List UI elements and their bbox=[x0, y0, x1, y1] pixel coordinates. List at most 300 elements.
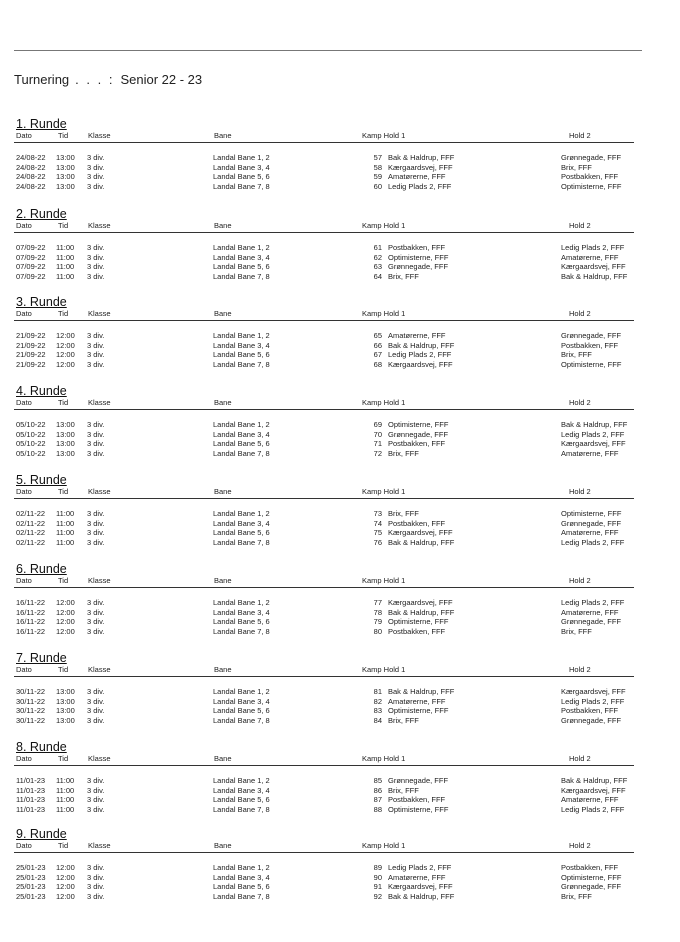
cell-hold1: Kærgaardsvej, FFF bbox=[388, 528, 453, 538]
cell-bane: Landal Bane 5, 6 bbox=[213, 706, 270, 716]
column-header-kamp-hold1: Kamp Hold 1 bbox=[362, 576, 406, 585]
cell-hold1: Bak & Haldrup, FFF bbox=[388, 607, 455, 617]
table-row bbox=[0, 341, 680, 351]
round-section bbox=[0, 651, 680, 731]
round-title: 9. Runde bbox=[16, 827, 67, 841]
cell-dato: 16/11-22 bbox=[16, 627, 46, 637]
cell-tid: 13:00 bbox=[56, 153, 75, 162]
cell-bane: Landal Bane 5, 6 bbox=[213, 795, 270, 805]
column-header-kamp-hold1: Kamp Hold 1 bbox=[362, 131, 406, 140]
column-header-hold2: Hold 2 bbox=[569, 309, 591, 318]
cell-hold1: Amatørerne, FFF bbox=[388, 872, 446, 882]
cell-kamp: 69 bbox=[373, 420, 382, 429]
cell-klasse: 3 div. bbox=[87, 509, 105, 518]
cell-hold1: Amatørerne, FFF bbox=[388, 331, 446, 340]
cell-kamp: 91 bbox=[373, 882, 382, 892]
column-header-hold2: Hold 2 bbox=[569, 754, 591, 763]
table-row bbox=[0, 892, 680, 902]
cell-bane: Landal Bane 5, 6 bbox=[213, 617, 270, 627]
column-header-klasse: Klasse bbox=[88, 309, 111, 318]
cell-dato: 16/11-22 bbox=[16, 598, 46, 607]
header-rule bbox=[14, 320, 634, 321]
round-title: 2. Runde bbox=[16, 207, 67, 221]
cell-klasse: 3 div. bbox=[87, 439, 105, 449]
cell-dato: 05/10-22 bbox=[16, 420, 46, 429]
cell-klasse: 3 div. bbox=[87, 429, 105, 439]
cell-bane: Landal Bane 1, 2 bbox=[213, 598, 270, 607]
column-header-kamp-hold1: Kamp Hold 1 bbox=[362, 221, 406, 230]
column-header-tid: Tid bbox=[58, 131, 69, 140]
column-header-klasse: Klasse bbox=[88, 221, 111, 230]
cell-dato: 02/11-22 bbox=[16, 518, 46, 528]
cell-tid: 11:00 bbox=[56, 538, 75, 548]
cell-kamp: 57 bbox=[373, 153, 382, 162]
cell-hold1: Kærgaardsvej, FFF bbox=[388, 882, 453, 892]
cell-dato: 21/09-22 bbox=[16, 360, 46, 370]
cell-klasse: 3 div. bbox=[87, 331, 105, 340]
cell-hold1: Bak & Haldrup, FFF bbox=[388, 687, 455, 696]
cell-tid: 13:00 bbox=[56, 706, 75, 716]
cell-tid: 11:00 bbox=[56, 518, 75, 528]
cell-klasse: 3 div. bbox=[87, 182, 105, 192]
cell-dato: 05/10-22 bbox=[16, 429, 46, 439]
cell-kamp: 74 bbox=[373, 518, 382, 528]
cell-hold2: Optimisterne, FFF bbox=[561, 509, 622, 518]
cell-kamp: 58 bbox=[373, 162, 382, 172]
cell-tid: 13:00 bbox=[56, 716, 75, 726]
cell-hold2: Kærgaardsvej, FFF bbox=[561, 785, 626, 795]
column-header-kamp-hold1: Kamp Hold 1 bbox=[362, 754, 406, 763]
table-row bbox=[0, 172, 680, 182]
cell-hold2: Kærgaardsvej, FFF bbox=[561, 262, 626, 272]
cell-tid: 13:00 bbox=[56, 162, 75, 172]
cell-bane: Landal Bane 1, 2 bbox=[213, 776, 270, 785]
top-rule bbox=[14, 50, 642, 51]
table-row bbox=[0, 528, 680, 538]
table-row bbox=[0, 262, 680, 272]
cell-dato: 02/11-22 bbox=[16, 509, 46, 518]
cell-dato: 07/09-22 bbox=[16, 243, 46, 252]
cell-hold1: Kærgaardsvej, FFF bbox=[388, 360, 453, 370]
cell-hold2: Ledig Plads 2, FFF bbox=[561, 696, 625, 706]
column-header-bane: Bane bbox=[214, 309, 232, 318]
cell-dato: 25/01-23 bbox=[16, 892, 46, 902]
cell-hold1: Brix, FFF bbox=[388, 449, 419, 459]
column-header-klasse: Klasse bbox=[88, 841, 111, 850]
table-row bbox=[0, 253, 680, 263]
cell-tid: 11:00 bbox=[56, 805, 75, 815]
column-header-bane: Bane bbox=[214, 487, 232, 496]
cell-hold1: Postbakken, FFF bbox=[388, 627, 446, 637]
round-title: 5. Runde bbox=[16, 473, 67, 487]
cell-klasse: 3 div. bbox=[87, 687, 105, 696]
round-section bbox=[0, 827, 680, 907]
cell-bane: Landal Bane 3, 4 bbox=[213, 518, 270, 528]
header-rule bbox=[14, 498, 634, 499]
table-row bbox=[0, 882, 680, 892]
table-row bbox=[0, 873, 680, 883]
cell-dato: 24/08-22 bbox=[16, 162, 46, 172]
cell-dato: 30/11-22 bbox=[16, 687, 46, 696]
cell-tid: 11:00 bbox=[56, 272, 75, 282]
column-header-dato: Dato bbox=[16, 309, 32, 318]
cell-kamp: 76 bbox=[373, 538, 382, 548]
column-header-hold2: Hold 2 bbox=[569, 131, 591, 140]
cell-hold2: Amatørerne, FFF bbox=[561, 252, 619, 262]
cell-kamp: 88 bbox=[373, 805, 382, 815]
cell-hold1: Bak & Haldrup, FFF bbox=[388, 153, 455, 162]
cell-hold1: Ledig Plads 2, FFF bbox=[388, 863, 452, 872]
cell-klasse: 3 div. bbox=[87, 607, 105, 617]
column-header-hold2: Hold 2 bbox=[569, 841, 591, 850]
table-row bbox=[0, 509, 680, 519]
cell-bane: Landal Bane 3, 4 bbox=[213, 696, 270, 706]
cell-hold1: Bak & Haldrup, FFF bbox=[388, 340, 455, 350]
round-title: 8. Runde bbox=[16, 740, 67, 754]
cell-dato: 05/10-22 bbox=[16, 439, 46, 449]
cell-tid: 13:00 bbox=[56, 182, 75, 192]
column-header-bane: Bane bbox=[214, 665, 232, 674]
cell-tid: 11:00 bbox=[56, 243, 75, 252]
cell-hold1: Amatørerne, FFF bbox=[388, 172, 446, 182]
cell-kamp: 84 bbox=[373, 716, 382, 726]
column-header-kamp-hold1: Kamp Hold 1 bbox=[362, 398, 406, 407]
column-header-tid: Tid bbox=[58, 398, 69, 407]
cell-tid: 12:00 bbox=[56, 607, 75, 617]
cell-dato: 05/10-22 bbox=[16, 449, 46, 459]
cell-hold1: Optimisterne, FFF bbox=[388, 805, 449, 815]
column-header-dato: Dato bbox=[16, 487, 32, 496]
cell-tid: 13:00 bbox=[56, 429, 75, 439]
cell-bane: Landal Bane 7, 8 bbox=[213, 360, 270, 370]
column-header-hold2: Hold 2 bbox=[569, 576, 591, 585]
table-row bbox=[0, 617, 680, 627]
cell-hold2: Ledig Plads 2, FFF bbox=[561, 538, 625, 548]
cell-bane: Landal Bane 5, 6 bbox=[213, 350, 270, 360]
cell-tid: 11:00 bbox=[56, 776, 75, 785]
cell-klasse: 3 div. bbox=[87, 360, 105, 370]
table-row bbox=[0, 420, 680, 430]
cell-klasse: 3 div. bbox=[87, 795, 105, 805]
cell-kamp: 73 bbox=[373, 509, 382, 518]
table-row bbox=[0, 430, 680, 440]
cell-klasse: 3 div. bbox=[87, 716, 105, 726]
cell-bane: Landal Bane 3, 4 bbox=[213, 607, 270, 617]
cell-hold1: Postbakken, FFF bbox=[388, 243, 446, 252]
cell-bane: Landal Bane 7, 8 bbox=[213, 449, 270, 459]
cell-klasse: 3 div. bbox=[87, 350, 105, 360]
cell-bane: Landal Bane 1, 2 bbox=[213, 331, 270, 340]
table-row bbox=[0, 608, 680, 618]
cell-hold1: Optimisterne, FFF bbox=[388, 420, 449, 429]
column-header-klasse: Klasse bbox=[88, 754, 111, 763]
round-section bbox=[0, 207, 680, 287]
cell-kamp: 67 bbox=[373, 350, 382, 360]
cell-kamp: 71 bbox=[373, 439, 382, 449]
cell-klasse: 3 div. bbox=[87, 696, 105, 706]
cell-bane: Landal Bane 1, 2 bbox=[213, 509, 270, 518]
cell-klasse: 3 div. bbox=[87, 805, 105, 815]
cell-hold1: Amatørerne, FFF bbox=[388, 696, 446, 706]
round-section bbox=[0, 473, 680, 553]
column-header-dato: Dato bbox=[16, 841, 32, 850]
cell-hold1: Grønnegade, FFF bbox=[388, 429, 449, 439]
column-header-kamp-hold1: Kamp Hold 1 bbox=[362, 841, 406, 850]
column-header-tid: Tid bbox=[58, 221, 69, 230]
cell-hold2: Amatørerne, FFF bbox=[561, 795, 619, 805]
cell-hold2: Ledig Plads 2, FFF bbox=[561, 598, 625, 607]
cell-hold1: Grønnegade, FFF bbox=[388, 262, 449, 272]
cell-bane: Landal Bane 7, 8 bbox=[213, 538, 270, 548]
cell-hold1: Grønnegade, FFF bbox=[388, 776, 449, 785]
cell-dato: 16/11-22 bbox=[16, 617, 46, 627]
cell-hold1: Brix, FFF bbox=[388, 509, 419, 518]
cell-dato: 24/08-22 bbox=[16, 182, 46, 192]
cell-hold1: Brix, FFF bbox=[388, 272, 419, 282]
cell-tid: 11:00 bbox=[56, 509, 75, 518]
table-row bbox=[0, 153, 680, 163]
column-header-tid: Tid bbox=[58, 576, 69, 585]
cell-kamp: 86 bbox=[373, 785, 382, 795]
cell-dato: 16/11-22 bbox=[16, 607, 46, 617]
cell-kamp: 72 bbox=[373, 449, 382, 459]
table-row bbox=[0, 786, 680, 796]
cell-tid: 13:00 bbox=[56, 439, 75, 449]
cell-bane: Landal Bane 3, 4 bbox=[213, 162, 270, 172]
cell-hold1: Postbakken, FFF bbox=[388, 518, 446, 528]
cell-tid: 11:00 bbox=[56, 785, 75, 795]
header-rule bbox=[14, 852, 634, 853]
cell-kamp: 79 bbox=[373, 617, 382, 627]
cell-hold1: Optimisterne, FFF bbox=[388, 252, 449, 262]
cell-klasse: 3 div. bbox=[87, 172, 105, 182]
cell-dato: 11/01-23 bbox=[16, 805, 46, 815]
table-row bbox=[0, 716, 680, 726]
cell-tid: 11:00 bbox=[56, 528, 75, 538]
cell-hold2: Grønnegade, FFF bbox=[561, 518, 622, 528]
cell-bane: Landal Bane 3, 4 bbox=[213, 252, 270, 262]
column-header-kamp-hold1: Kamp Hold 1 bbox=[362, 665, 406, 674]
cell-hold2: Grønnegade, FFF bbox=[561, 716, 622, 726]
cell-tid: 12:00 bbox=[56, 331, 75, 340]
column-header-tid: Tid bbox=[58, 309, 69, 318]
column-header-tid: Tid bbox=[58, 841, 69, 850]
cell-dato: 30/11-22 bbox=[16, 706, 46, 716]
cell-tid: 12:00 bbox=[56, 627, 75, 637]
round-title: 1. Runde bbox=[16, 117, 67, 131]
cell-tid: 12:00 bbox=[56, 360, 75, 370]
cell-hold1: Ledig Plads 2, FFF bbox=[388, 350, 452, 360]
cell-kamp: 70 bbox=[373, 429, 382, 439]
round-section bbox=[0, 295, 680, 375]
table-row bbox=[0, 449, 680, 459]
column-header-dato: Dato bbox=[16, 398, 32, 407]
cell-klasse: 3 div. bbox=[87, 598, 105, 607]
column-header-bane: Bane bbox=[214, 398, 232, 407]
cell-hold1: Optimisterne, FFF bbox=[388, 617, 449, 627]
table-row bbox=[0, 687, 680, 697]
cell-hold2: Brix, FFF bbox=[561, 627, 592, 637]
cell-dato: 21/09-22 bbox=[16, 331, 46, 340]
cell-hold2: Grønnegade, FFF bbox=[561, 153, 622, 162]
cell-hold1: Brix, FFF bbox=[388, 785, 419, 795]
page-title bbox=[14, 72, 202, 87]
cell-bane: Landal Bane 3, 4 bbox=[213, 340, 270, 350]
cell-klasse: 3 div. bbox=[87, 518, 105, 528]
cell-klasse: 3 div. bbox=[87, 420, 105, 429]
cell-tid: 13:00 bbox=[56, 420, 75, 429]
cell-dato: 25/01-23 bbox=[16, 872, 46, 882]
cell-dato: 30/11-22 bbox=[16, 696, 46, 706]
cell-hold2: Brix, FFF bbox=[561, 350, 592, 360]
cell-kamp: 90 bbox=[373, 872, 382, 882]
cell-tid: 12:00 bbox=[56, 598, 75, 607]
column-header-bane: Bane bbox=[214, 576, 232, 585]
cell-kamp: 89 bbox=[373, 863, 382, 872]
table-row bbox=[0, 795, 680, 805]
cell-hold2: Grønnegade, FFF bbox=[561, 331, 622, 340]
cell-bane: Landal Bane 7, 8 bbox=[213, 892, 270, 902]
title-value: Senior 22 - 23 bbox=[120, 72, 203, 87]
cell-hold1: Kærgaardsvej, FFF bbox=[388, 162, 453, 172]
column-header-kamp-hold1: Kamp Hold 1 bbox=[362, 487, 406, 496]
cell-hold2: Optimisterne, FFF bbox=[561, 182, 622, 192]
cell-bane: Landal Bane 1, 2 bbox=[213, 687, 270, 696]
cell-bane: Landal Bane 5, 6 bbox=[213, 172, 270, 182]
cell-hold2: Bak & Haldrup, FFF bbox=[561, 420, 628, 429]
cell-tid: 13:00 bbox=[56, 696, 75, 706]
cell-kamp: 64 bbox=[373, 272, 382, 282]
table-row bbox=[0, 243, 680, 253]
table-row bbox=[0, 439, 680, 449]
cell-dato: 21/09-22 bbox=[16, 350, 46, 360]
column-header-hold2: Hold 2 bbox=[569, 221, 591, 230]
column-header-dato: Dato bbox=[16, 576, 32, 585]
cell-klasse: 3 div. bbox=[87, 272, 105, 282]
cell-tid: 12:00 bbox=[56, 872, 75, 882]
title-label: Turnering bbox=[14, 72, 70, 87]
cell-klasse: 3 div. bbox=[87, 776, 105, 785]
table-row bbox=[0, 627, 680, 637]
cell-hold2: Kærgaardsvej, FFF bbox=[561, 439, 626, 449]
cell-kamp: 62 bbox=[373, 252, 382, 262]
cell-kamp: 87 bbox=[373, 795, 382, 805]
cell-klasse: 3 div. bbox=[87, 162, 105, 172]
cell-tid: 12:00 bbox=[56, 882, 75, 892]
cell-klasse: 3 div. bbox=[87, 340, 105, 350]
header-rule bbox=[14, 142, 634, 143]
cell-kamp: 66 bbox=[373, 340, 382, 350]
round-title: 7. Runde bbox=[16, 651, 67, 665]
cell-dato: 24/08-22 bbox=[16, 153, 46, 162]
cell-tid: 12:00 bbox=[56, 863, 75, 872]
cell-bane: Landal Bane 5, 6 bbox=[213, 439, 270, 449]
cell-hold2: Bak & Haldrup, FFF bbox=[561, 272, 628, 282]
cell-bane: Landal Bane 7, 8 bbox=[213, 627, 270, 637]
cell-klasse: 3 div. bbox=[87, 243, 105, 252]
cell-hold2: Brix, FFF bbox=[561, 162, 592, 172]
cell-klasse: 3 div. bbox=[87, 872, 105, 882]
cell-dato: 02/11-22 bbox=[16, 528, 46, 538]
cell-kamp: 68 bbox=[373, 360, 382, 370]
cell-hold1: Optimisterne, FFF bbox=[388, 706, 449, 716]
cell-bane: Landal Bane 7, 8 bbox=[213, 805, 270, 815]
cell-kamp: 61 bbox=[373, 243, 382, 252]
column-header-bane: Bane bbox=[214, 754, 232, 763]
table-row bbox=[0, 331, 680, 341]
cell-tid: 12:00 bbox=[56, 340, 75, 350]
cell-bane: Landal Bane 5, 6 bbox=[213, 262, 270, 272]
cell-kamp: 81 bbox=[373, 687, 382, 696]
table-row bbox=[0, 776, 680, 786]
round-section bbox=[0, 384, 680, 464]
header-rule bbox=[14, 587, 634, 588]
round-section bbox=[0, 117, 680, 197]
cell-dato: 11/01-23 bbox=[16, 785, 46, 795]
cell-klasse: 3 div. bbox=[87, 538, 105, 548]
column-header-bane: Bane bbox=[214, 131, 232, 140]
cell-dato: 07/09-22 bbox=[16, 262, 46, 272]
cell-kamp: 60 bbox=[373, 182, 382, 192]
cell-bane: Landal Bane 1, 2 bbox=[213, 420, 270, 429]
cell-klasse: 3 div. bbox=[87, 617, 105, 627]
column-header-kamp-hold1: Kamp Hold 1 bbox=[362, 309, 406, 318]
column-header-bane: Bane bbox=[214, 221, 232, 230]
column-header-klasse: Klasse bbox=[88, 576, 111, 585]
cell-klasse: 3 div. bbox=[87, 153, 105, 162]
round-title: 6. Runde bbox=[16, 562, 67, 576]
cell-hold2: Amatørerne, FFF bbox=[561, 528, 619, 538]
cell-hold2: Kærgaardsvej, FFF bbox=[561, 687, 626, 696]
header-rule bbox=[14, 765, 634, 766]
cell-kamp: 65 bbox=[373, 331, 382, 340]
table-row bbox=[0, 360, 680, 370]
cell-dato: 25/01-23 bbox=[16, 863, 46, 872]
cell-klasse: 3 div. bbox=[87, 785, 105, 795]
column-header-tid: Tid bbox=[58, 487, 69, 496]
cell-hold1: Ledig Plads 2, FFF bbox=[388, 182, 452, 192]
table-row bbox=[0, 697, 680, 707]
cell-bane: Landal Bane 5, 6 bbox=[213, 528, 270, 538]
cell-dato: 11/01-23 bbox=[16, 776, 46, 785]
cell-hold2: Postbakken, FFF bbox=[561, 863, 619, 872]
cell-hold1: Postbakken, FFF bbox=[388, 795, 446, 805]
round-section bbox=[0, 740, 680, 820]
cell-hold2: Brix, FFF bbox=[561, 892, 592, 902]
cell-klasse: 3 div. bbox=[87, 892, 105, 902]
cell-tid: 13:00 bbox=[56, 687, 75, 696]
cell-kamp: 75 bbox=[373, 528, 382, 538]
cell-klasse: 3 div. bbox=[87, 863, 105, 872]
column-header-tid: Tid bbox=[58, 754, 69, 763]
column-header-bane: Bane bbox=[214, 841, 232, 850]
table-row bbox=[0, 598, 680, 608]
cell-bane: Landal Bane 5, 6 bbox=[213, 882, 270, 892]
cell-bane: Landal Bane 7, 8 bbox=[213, 272, 270, 282]
column-header-dato: Dato bbox=[16, 221, 32, 230]
round-section bbox=[0, 562, 680, 642]
cell-hold2: Postbakken, FFF bbox=[561, 706, 619, 716]
cell-dato: 30/11-22 bbox=[16, 716, 46, 726]
table-row bbox=[0, 706, 680, 716]
column-header-klasse: Klasse bbox=[88, 398, 111, 407]
cell-tid: 12:00 bbox=[56, 892, 75, 902]
table-row bbox=[0, 805, 680, 815]
cell-dato: 02/11-22 bbox=[16, 538, 46, 548]
cell-dato: 11/01-23 bbox=[16, 795, 46, 805]
cell-bane: Landal Bane 1, 2 bbox=[213, 863, 270, 872]
cell-bane: Landal Bane 3, 4 bbox=[213, 429, 270, 439]
